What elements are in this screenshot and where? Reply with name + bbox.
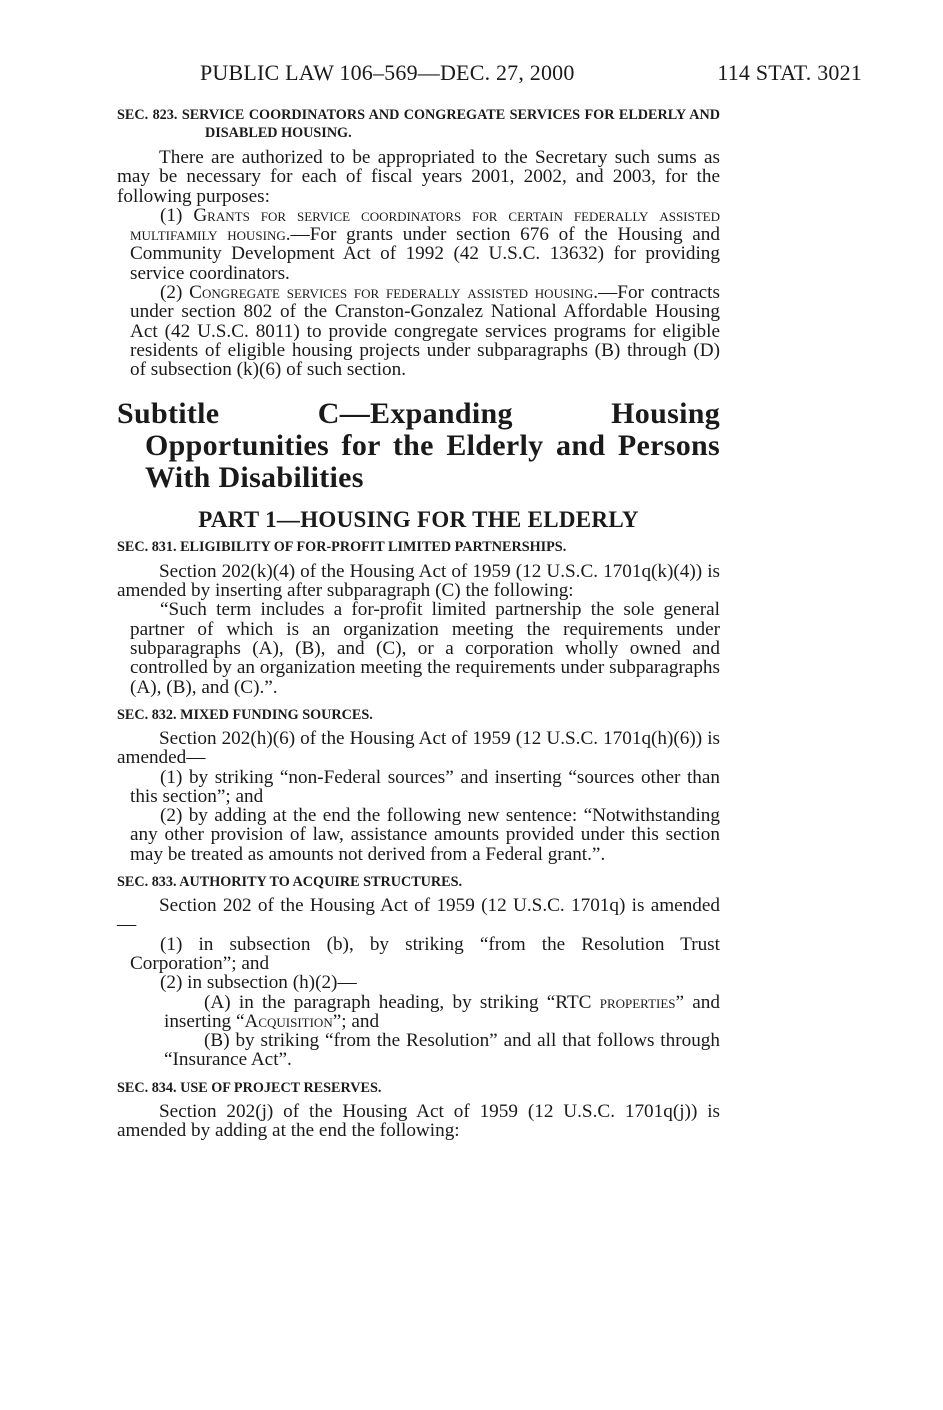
section-833-paragraph-2: (2) in subsection (h)(2)— <box>160 972 357 994</box>
section-831-intro: Section 202(k)(4) of the Housing Act of 1959 (12 U.S.C. 1701q(k)(4)) is amended by inserting after subparagraph (C) the following: <box>117 560 720 602</box>
section-heading-823: SEC. 823. SERVICE COORDINATORS AND CONGREGATE SERVICES FOR ELDERLY AND DISABLED HOUSING. <box>117 107 720 141</box>
page-body <box>117 106 720 1140</box>
header-page-number: 114 STAT. 3021 <box>717 60 862 85</box>
paragraph-heading: (2) Congregate services for federally assisted housing.— <box>160 282 618 304</box>
section-834-intro: Section 202(j) of the Housing Act of 1959 (12 U.S.C. 1701q(j)) is amended by adding at the end the following: <box>117 1100 720 1141</box>
section-833-paragraph-1: (1) in subsection (b), by striking “from the Resolution Trust Corporation”; and <box>130 933 720 974</box>
text-run: ” and inserting “ <box>164 991 720 1032</box>
running-header <box>200 60 862 90</box>
section-833-subparagraph-b: (B) by striking “from the Resolution” and all that follows through “Insurance Act”. <box>164 1030 720 1071</box>
subtitle-heading: Subtitle C—Expanding Housing Opportunities for the Elderly and Persons With Disabilities <box>117 396 720 494</box>
section-833-intro: Section 202 of the Housing Act of 1959 (12 U.S.C. 1701q) is amended— <box>117 895 720 936</box>
section-heading-834: SEC. 834. USE OF PROJECT RESERVES. <box>117 1079 382 1096</box>
text-run-smallcaps: properties <box>599 991 676 1013</box>
section-823-paragraph-1 <box>117 206 720 283</box>
part-heading: PART 1—HOUSING FOR THE ELDERLY <box>198 506 639 532</box>
section-heading-832: SEC. 832. MIXED FUNDING SOURCES. <box>117 706 373 723</box>
section-833-subparagraph-a <box>117 993 720 1032</box>
text-run: (A) in the paragraph heading, by striking “RTC <box>204 991 600 1013</box>
text-run-smallcaps: Acquisition <box>244 1010 333 1032</box>
text-run: ”; and <box>332 1010 380 1032</box>
section-832-paragraph-1: (1) by striking “non-Federal sources” and inserting “sources other than this section”; and <box>130 766 720 807</box>
section-heading-833: SEC. 833. AUTHORITY TO ACQUIRE STRUCTURES. <box>117 874 463 891</box>
section-823-paragraph-2 <box>117 283 720 379</box>
section-832-intro: Section 202(h)(6) of the Housing Act of 1959 (12 U.S.C. 1701q(h)(6)) is amended— <box>117 727 720 769</box>
section-823-intro: There are authorized to be appropriated to the Secretary such sums as may be necessary for each of fiscal years 2001, 2002, and 2003, for the following purposes: <box>117 147 720 207</box>
section-heading-831: SEC. 831. ELIGIBILITY OF FOR-PROFIT LIMITED PARTNERSHIPS. <box>117 538 567 555</box>
section-832-paragraph-2: (2) by adding at the end the following new sentence: “Notwithstanding any other provision of law, assistance amounts provided under this section may be treated as amounts not derived from a Federal grant.”. <box>130 805 720 865</box>
paragraph-heading: (1) Grants for service coordinators for certain federally assisted multifamily housing.— <box>130 204 720 246</box>
paragraph-text: For contracts under section 802 of the Cranston-Gonzalez National Affordable Housing Act (42 U.S.C. 8011) to provide congregate services programs for eligible residents of eligible housing projects under subparagraphs (B) through (D) of subsection (k)(6) of such section. <box>130 282 720 381</box>
header-citation: PUBLIC LAW 106–569—DEC. 27, 2000 <box>200 60 575 85</box>
paragraph-text: For grants under section 676 of the Housing and Community Development Act of 1992 (42 U.S.C. 13632) for providing service coordinators. <box>130 224 720 284</box>
section-831-quote: “Such term includes a for-profit limited partnership the sole general partner of which is an organization meeting the requirements under subparagraphs (A), (B), and (C), or a corporation wholly owned and controlled by an organization meeting the requirements under subparagraphs (A), (B), and (C).”. <box>130 599 720 698</box>
